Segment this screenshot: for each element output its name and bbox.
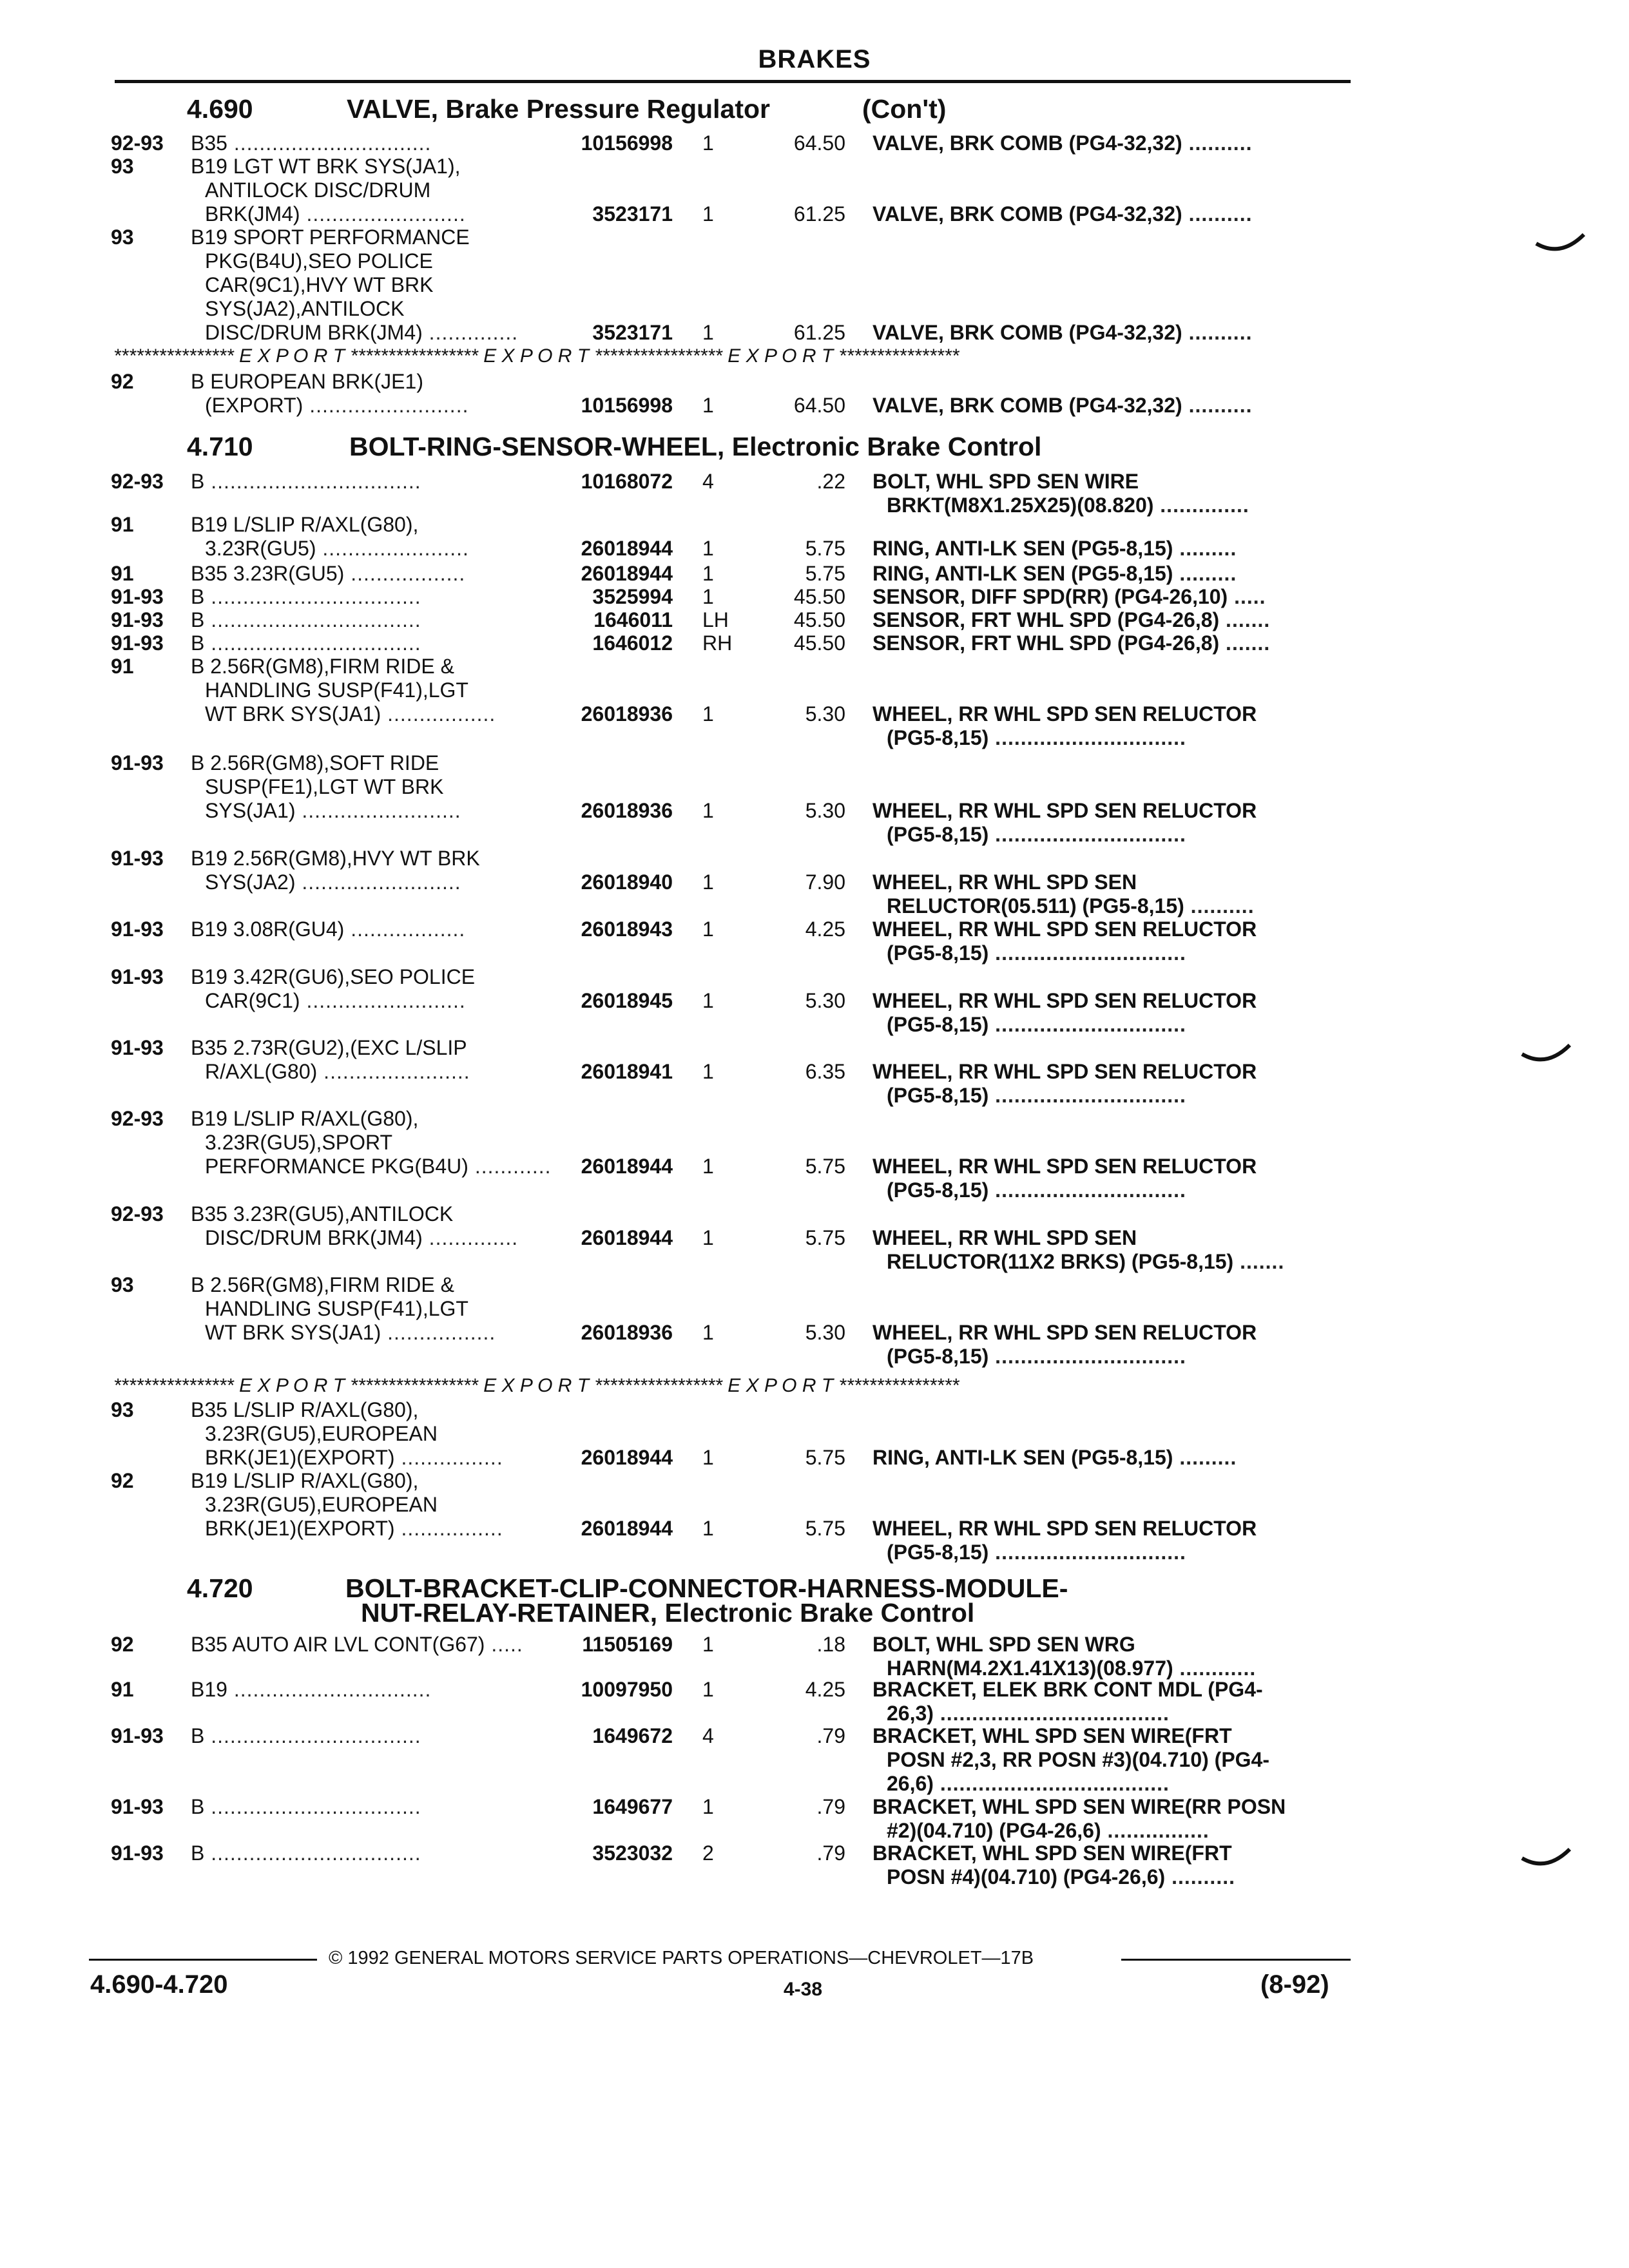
dot-leader: ....................................	[933, 1772, 1170, 1795]
header-rule	[115, 80, 1351, 83]
part-number: 26018941	[581, 1060, 673, 1083]
section-range: 4.690-4.720	[90, 1970, 228, 1999]
dot-leader: ..............................	[988, 941, 1186, 965]
part-name: (PG5-8,15)	[887, 823, 989, 846]
footer-rule-left	[89, 1959, 317, 1961]
model-years: 92-93	[111, 1202, 164, 1225]
price: 5.30	[805, 799, 845, 822]
part-number: 26018944	[581, 1446, 673, 1469]
dot-leader: .................................	[204, 585, 421, 608]
part-name: VALVE, BRK COMB (PG4-32,32)	[872, 202, 1182, 226]
model-years: 93	[111, 1398, 134, 1421]
quantity: RH	[702, 631, 733, 655]
dot-leader: ..........	[1182, 202, 1253, 226]
part-name: RING, ANTI-LK SEN (PG5-8,15)	[872, 537, 1173, 560]
price: 5.30	[805, 1321, 845, 1344]
part-name: (PG5-8,15)	[887, 726, 989, 749]
part-name: BOLT, WHL SPD SEN WIRE	[872, 470, 1139, 493]
part-name: WHEEL, RR WHL SPD SEN RELUCTOR	[872, 799, 1257, 822]
part-name: VALVE, BRK COMB (PG4-32,32)	[872, 321, 1182, 344]
usage-description: B	[191, 1841, 205, 1865]
price: 5.75	[805, 1226, 845, 1249]
quantity: 1	[702, 1795, 714, 1818]
dot-leader: .................	[381, 1321, 496, 1344]
usage-description: BRK(JE1)(EXPORT)	[205, 1517, 395, 1540]
dot-leader: ................	[394, 1517, 503, 1540]
part-name: WHEEL, RR WHL SPD SEN RELUCTOR	[872, 702, 1257, 726]
model-years: 91-93	[111, 631, 164, 655]
model-years: 92-93	[111, 470, 164, 493]
dot-leader: ..............................	[988, 1084, 1186, 1107]
usage-description: B19 L/SLIP R/AXL(G80),	[191, 1469, 419, 1492]
part-number: 10168072	[581, 470, 673, 493]
model-years: 93	[111, 155, 134, 178]
usage-description: CAR(9C1),HVY WT BRK	[205, 273, 434, 296]
part-name: HARN(M4.2X1.41X13)(08.977)	[887, 1657, 1173, 1680]
part-number: 3523032	[592, 1841, 673, 1865]
dot-leader: ..............................	[988, 1345, 1186, 1368]
export-label: E X P O R T	[239, 1375, 345, 1396]
model-years: 91	[111, 1678, 134, 1701]
part-number: 3523171	[592, 321, 673, 344]
usage-description: B19 L/SLIP R/AXL(G80),	[191, 513, 419, 536]
export-divider: **************** E X P O R T ***************** E X P O R T ***************** E X P O R T ****************	[113, 1375, 959, 1396]
usage-description: B	[191, 1724, 205, 1747]
dot-leader: .....	[1228, 585, 1266, 608]
usage-description: B 2.56R(GM8),FIRM RIDE &	[191, 1273, 454, 1296]
footer-rule-right	[1121, 1959, 1351, 1961]
usage-description: CAR(9C1)	[205, 989, 300, 1012]
usage-description: B	[191, 1795, 205, 1818]
dot-leader: .........	[1173, 562, 1237, 585]
quantity: 1	[702, 1678, 714, 1701]
quantity: 1	[702, 537, 714, 560]
revision-date: (8-92)	[1260, 1970, 1329, 1999]
price: 61.25	[793, 321, 845, 344]
usage-description: WT BRK SYS(JA1)	[205, 1321, 381, 1344]
part-number: 10156998	[581, 131, 673, 155]
dot-leader: .......	[1219, 631, 1271, 655]
dot-leader: .........................	[295, 870, 461, 894]
usage-description: WT BRK SYS(JA1)	[205, 702, 381, 726]
usage-description: B19 L/SLIP R/AXL(G80),	[191, 1107, 419, 1130]
dot-leader: ..............	[422, 1226, 519, 1249]
usage-description: PKG(B4U),SEO POLICE	[205, 249, 433, 273]
price: 45.50	[793, 608, 845, 631]
quantity: 1	[702, 702, 714, 726]
model-years: 91-93	[111, 751, 164, 774]
section-title: BOLT-RING-SENSOR-WHEEL, Electronic Brake Control	[349, 432, 1042, 461]
quantity: 2	[702, 1841, 714, 1865]
price: 5.30	[805, 702, 845, 726]
quantity: 1	[702, 870, 714, 894]
part-name: WHEEL, RR WHL SPD SEN RELUCTOR	[872, 1060, 1257, 1083]
price: 4.25	[805, 918, 845, 941]
price: .18	[816, 1633, 845, 1656]
dot-leader: .......................	[316, 537, 469, 560]
dot-leader: .................................	[204, 608, 421, 631]
section-number: 4.720	[187, 1573, 253, 1603]
quantity: 1	[702, 131, 714, 155]
dot-leader: ...............................	[227, 131, 432, 155]
model-years: 91	[111, 562, 134, 585]
usage-description: B 2.56R(GM8),FIRM RIDE &	[191, 655, 454, 678]
dot-leader: .................................	[204, 470, 421, 493]
part-name: BRACKET, WHL SPD SEN WIRE(FRT	[872, 1841, 1232, 1865]
dot-leader: ............	[468, 1155, 552, 1178]
dot-leader: .........................	[300, 989, 466, 1012]
dot-leader: .........................	[303, 394, 469, 417]
dot-leader: ..............................	[988, 1013, 1186, 1036]
usage-description: B35 3.23R(GU5)	[191, 562, 345, 585]
part-name: WHEEL, RR WHL SPD SEN	[872, 870, 1137, 894]
part-name: 26,3)	[887, 1702, 934, 1725]
part-name: BOLT, WHL SPD SEN WRG	[872, 1633, 1135, 1656]
part-name: WHEEL, RR WHL SPD SEN RELUCTOR	[872, 918, 1257, 941]
usage-description: SYS(JA2),ANTILOCK	[205, 297, 405, 320]
part-name: POSN #2,3, RR POSN #3)(04.710) (PG4-	[887, 1748, 1269, 1771]
quantity: LH	[702, 608, 729, 631]
usage-description: 3.23R(GU5),EUROPEAN	[205, 1422, 438, 1445]
model-years: 91-93	[111, 918, 164, 941]
quantity: 1	[702, 1517, 714, 1540]
dot-leader: ..................	[344, 918, 466, 941]
export-label: E X P O R T	[239, 345, 345, 367]
model-years: 91-93	[111, 1841, 164, 1865]
price: .79	[816, 1724, 845, 1747]
dot-leader: .....	[485, 1633, 523, 1656]
part-number: 1649677	[592, 1795, 673, 1818]
part-name: VALVE, BRK COMB (PG4-32,32)	[872, 394, 1182, 417]
usage-description: B	[191, 470, 205, 493]
quantity: 1	[702, 1226, 714, 1249]
dot-leader: .......	[1219, 608, 1271, 631]
model-years: 92	[111, 1469, 134, 1492]
usage-description: DISC/DRUM BRK(JM4)	[205, 321, 423, 344]
part-name: WHEEL, RR WHL SPD SEN RELUCTOR	[872, 1321, 1257, 1344]
part-number: 26018945	[581, 989, 673, 1012]
model-years: 91-93	[111, 1724, 164, 1747]
section-title: VALVE, Brake Pressure Regulator	[347, 94, 771, 124]
section-number: 4.710	[187, 432, 253, 461]
usage-description: B35	[191, 131, 227, 155]
part-name: RING, ANTI-LK SEN (PG5-8,15)	[872, 562, 1173, 585]
quantity: 1	[702, 1321, 714, 1344]
part-name: #2)(04.710) (PG4-26,6)	[887, 1819, 1101, 1842]
usage-description: B	[191, 631, 205, 655]
dot-leader: .................................	[204, 1795, 421, 1818]
model-years: 93	[111, 1273, 134, 1296]
part-name: BRKT(M8X1.25X25)(08.820)	[887, 494, 1154, 517]
quantity: 1	[702, 585, 714, 608]
part-number: 1646012	[592, 631, 673, 655]
quantity: 1	[702, 394, 714, 417]
usage-description: B35 3.23R(GU5),ANTILOCK	[191, 1202, 454, 1225]
usage-description: B19 3.08R(GU4)	[191, 918, 345, 941]
usage-description: 3.23R(GU5),EUROPEAN	[205, 1493, 438, 1516]
price: .79	[816, 1795, 845, 1818]
part-name: BRACKET, WHL SPD SEN WIRE(FRT	[872, 1724, 1232, 1747]
page-title: BRAKES	[758, 45, 871, 73]
dot-leader: ..............	[422, 321, 519, 344]
price: 5.75	[805, 562, 845, 585]
part-name: WHEEL, RR WHL SPD SEN RELUCTOR	[872, 1517, 1257, 1540]
part-number: 26018936	[581, 1321, 673, 1344]
price: 5.75	[805, 537, 845, 560]
part-name: SENSOR, DIFF SPD(RR) (PG4-26,10)	[872, 585, 1228, 608]
model-years: 92	[111, 370, 134, 393]
part-name: BRACKET, WHL SPD SEN WIRE(RR POSN	[872, 1795, 1286, 1818]
dot-leader: .................................	[204, 631, 421, 655]
dot-leader: .......................	[317, 1060, 470, 1083]
price: 5.75	[805, 1446, 845, 1469]
part-number: 3525994	[592, 585, 673, 608]
part-name: POSN #4)(04.710) (PG4-26,6)	[887, 1865, 1166, 1888]
price: .22	[816, 470, 845, 493]
price: 5.30	[805, 989, 845, 1012]
part-name: SENSOR, FRT WHL SPD (PG4-26,8)	[872, 608, 1220, 631]
dot-leader: .........................	[300, 202, 466, 226]
dot-leader: ..........	[1182, 131, 1253, 155]
usage-description: SUSP(FE1),LGT WT BRK	[205, 775, 444, 798]
usage-description: B19 SPORT PERFORMANCE	[191, 226, 470, 249]
part-name: (PG5-8,15)	[887, 1345, 989, 1368]
dot-leader: ..............................	[988, 823, 1186, 846]
usage-description: B EUROPEAN BRK(JE1)	[191, 370, 423, 393]
quantity: 1	[702, 918, 714, 941]
price: 5.75	[805, 1517, 845, 1540]
part-name: RING, ANTI-LK SEN (PG5-8,15)	[872, 1446, 1173, 1469]
usage-description: B19 2.56R(GM8),HVY WT BRK	[191, 847, 480, 870]
usage-description: (EXPORT)	[205, 394, 304, 417]
dot-leader: ....................................	[933, 1702, 1170, 1725]
part-number: 26018936	[581, 702, 673, 726]
part-number: 26018944	[581, 537, 673, 560]
part-name: WHEEL, RR WHL SPD SEN RELUCTOR	[872, 1155, 1257, 1178]
part-number: 10097950	[581, 1678, 673, 1701]
model-years: 91-93	[111, 608, 164, 631]
usage-description: B35 L/SLIP R/AXL(G80),	[191, 1398, 419, 1421]
dot-leader: ..........	[1182, 321, 1253, 344]
price: 64.50	[793, 131, 845, 155]
part-name: BRACKET, ELEK BRK CONT MDL (PG4-	[872, 1678, 1263, 1701]
dot-leader: ................	[1101, 1819, 1210, 1842]
dot-leader: ................	[394, 1446, 503, 1469]
price: 45.50	[793, 631, 845, 655]
part-name: WHEEL, RR WHL SPD SEN	[872, 1226, 1137, 1249]
part-name: (PG5-8,15)	[887, 1541, 989, 1564]
price: .79	[816, 1841, 845, 1865]
model-years: 92-93	[111, 131, 164, 155]
section-title-line2: NUT-RELAY-RETAINER, Electronic Brake Control	[361, 1598, 975, 1628]
price: 61.25	[793, 202, 845, 226]
part-name: 26,6)	[887, 1772, 934, 1795]
dot-leader: ..............................	[988, 1541, 1186, 1564]
model-years: 93	[111, 226, 134, 249]
part-name: SENSOR, FRT WHL SPD (PG4-26,8)	[872, 631, 1220, 655]
part-number: 1649672	[592, 1724, 673, 1747]
part-number: 26018944	[581, 1226, 673, 1249]
dot-leader: ..........	[1184, 894, 1255, 918]
quantity: 1	[702, 799, 714, 822]
part-name: (PG5-8,15)	[887, 941, 989, 965]
price: 7.90	[805, 870, 845, 894]
dot-leader: ..............................	[988, 1178, 1186, 1202]
part-name: (PG5-8,15)	[887, 1084, 989, 1107]
usage-description: HANDLING SUSP(F41),LGT	[205, 678, 468, 702]
model-years: 92-93	[111, 1107, 164, 1130]
usage-description: B	[191, 608, 205, 631]
usage-description: PERFORMANCE PKG(B4U)	[205, 1155, 468, 1178]
usage-description: SYS(JA1)	[205, 799, 296, 822]
usage-description: B	[191, 585, 205, 608]
dot-leader: .......	[1233, 1250, 1285, 1273]
usage-description: B 2.56R(GM8),SOFT RIDE	[191, 751, 439, 774]
usage-description: B19 3.42R(GU6),SEO POLICE	[191, 965, 476, 988]
part-number: 26018944	[581, 1517, 673, 1540]
part-name: (PG5-8,15)	[887, 1178, 989, 1202]
section-number: 4.690	[187, 94, 253, 124]
dot-leader: ..........	[1165, 1865, 1235, 1888]
price: 45.50	[793, 585, 845, 608]
dot-leader: ...............................	[227, 1678, 432, 1701]
section-title-line1: BOLT-BRACKET-CLIP-CONNECTOR-HARNESS-MODULE-	[345, 1573, 1068, 1603]
model-years: 91-93	[111, 585, 164, 608]
usage-description: B19 LGT WT BRK SYS(JA1),	[191, 155, 461, 178]
price: 4.25	[805, 1678, 845, 1701]
dot-leader: .........	[1173, 1446, 1237, 1469]
price: 5.75	[805, 1155, 845, 1178]
usage-description: R/AXL(G80)	[205, 1060, 318, 1083]
part-number: 26018944	[581, 562, 673, 585]
model-years: 91	[111, 655, 134, 678]
quantity: 4	[702, 1724, 714, 1747]
quantity: 1	[702, 1060, 714, 1083]
part-number: 26018944	[581, 1155, 673, 1178]
usage-description: 3.23R(GU5),SPORT	[205, 1131, 393, 1154]
quantity: 4	[702, 470, 714, 493]
part-number: 11505169	[582, 1633, 673, 1656]
dot-leader: .................................	[204, 1724, 421, 1747]
part-name: WHEEL, RR WHL SPD SEN RELUCTOR	[872, 989, 1257, 1012]
model-years: 91-93	[111, 1036, 164, 1059]
model-years: 91	[111, 513, 134, 536]
part-name: RELUCTOR(05.511) (PG5-8,15)	[887, 894, 1184, 918]
usage-description: B35 AUTO AIR LVL CONT(G67)	[191, 1633, 485, 1656]
dot-leader: .................................	[204, 1841, 421, 1865]
dot-leader: ............	[1173, 1657, 1257, 1680]
usage-description: B35 2.73R(GU2),(EXC L/SLIP	[191, 1036, 467, 1059]
quantity: 1	[702, 1633, 714, 1656]
dot-leader: ..............	[1153, 494, 1249, 517]
model-years: 91-93	[111, 965, 164, 988]
quantity: 1	[702, 1155, 714, 1178]
model-years: 91-93	[111, 1795, 164, 1818]
usage-description: BRK(JM4)	[205, 202, 300, 226]
dot-leader: ..............................	[988, 726, 1186, 749]
part-number: 26018936	[581, 799, 673, 822]
margin-check-mark	[1521, 1043, 1572, 1068]
part-number: 10156998	[581, 394, 673, 417]
usage-description: B19	[191, 1678, 227, 1701]
dot-leader: .........	[1173, 537, 1237, 560]
price: 6.35	[805, 1060, 845, 1083]
usage-description: DISC/DRUM BRK(JM4)	[205, 1226, 423, 1249]
section-continued-label: (Con't)	[862, 94, 947, 124]
page-number: 4-38	[784, 1979, 823, 2000]
usage-description: SYS(JA2)	[205, 870, 296, 894]
usage-description: HANDLING SUSP(F41),LGT	[205, 1297, 468, 1320]
copyright-notice: © 1992 GENERAL MOTORS SERVICE PARTS OPERATIONS—CHEVROLET—17B	[329, 1948, 1034, 1968]
export-divider: **************** E X P O R T ***************** E X P O R T ***************** E X P O R T ****************	[113, 345, 959, 367]
quantity: 1	[702, 562, 714, 585]
model-years: 92	[111, 1633, 134, 1656]
quantity: 1	[702, 202, 714, 226]
part-number: 26018943	[581, 918, 673, 941]
part-number: 3523171	[592, 202, 673, 226]
usage-description: 3.23R(GU5)	[205, 537, 316, 560]
part-name: VALVE, BRK COMB (PG4-32,32)	[872, 131, 1182, 155]
margin-check-mark	[1535, 232, 1586, 258]
part-number: 1646011	[593, 608, 673, 631]
part-name: (PG5-8,15)	[887, 1013, 989, 1036]
part-number: 26018940	[581, 870, 673, 894]
usage-description: ANTILOCK DISC/DRUM	[205, 178, 431, 202]
part-name: RELUCTOR(11X2 BRKS) (PG5-8,15)	[887, 1250, 1234, 1273]
dot-leader: ..................	[344, 562, 466, 585]
dot-leader: ..........	[1182, 394, 1253, 417]
dot-leader: .................	[381, 702, 496, 726]
quantity: 1	[702, 1446, 714, 1469]
model-years: 91-93	[111, 847, 164, 870]
margin-check-mark	[1521, 1847, 1572, 1872]
usage-description: BRK(JE1)(EXPORT)	[205, 1446, 395, 1469]
price: 64.50	[793, 394, 845, 417]
dot-leader: .........................	[295, 799, 461, 822]
quantity: 1	[702, 321, 714, 344]
quantity: 1	[702, 989, 714, 1012]
